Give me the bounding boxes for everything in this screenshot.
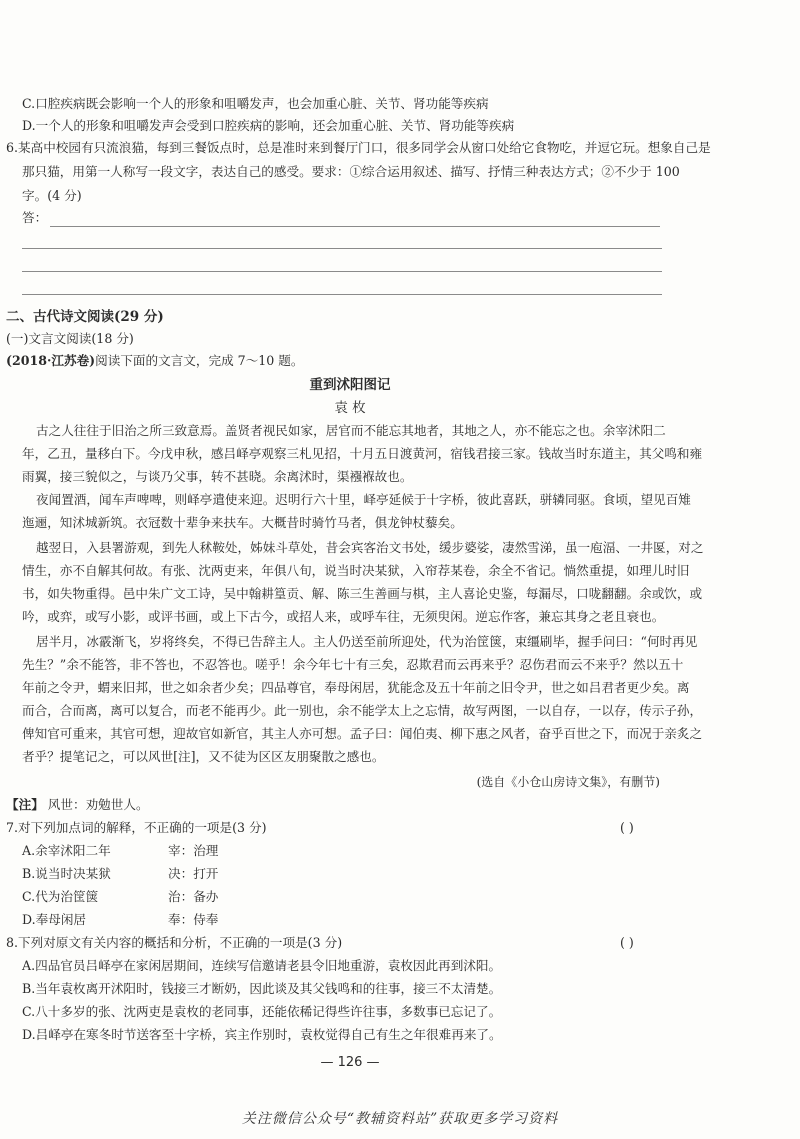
q7-gloss-b: 决：打开 [168, 866, 219, 881]
essay-p4-line: 者乎？提笔记之，可以风世[注]，又不徒为区区友朋聚散之感也。 [22, 749, 385, 764]
essay-p3-line: 吟，或弈，或写小影，或评书画，或上下古今，或招人来，或呼车往，无须臾闲。逆忘作客，兼忘其身之老且衰也。 [22, 609, 665, 624]
q7-stem: 7.对下列加点词的解释，不正确的一项是(3 分) [6, 820, 267, 835]
intro-source: (2018·江苏卷) [6, 353, 96, 368]
q7-gloss-a: 宰：治理 [168, 843, 219, 858]
essay-author: 袁 枚 [334, 400, 366, 416]
essay-source: (选自《小仓山房诗文集》，有删节) [476, 775, 660, 789]
q8-option-b: B.当年袁枚离开沭阳时，钱接三才断奶，因此谈及其父钱鸣和的往事，接三不太清楚。 [22, 981, 502, 996]
q7-option-a: A.余宰沭阳二年 [22, 843, 111, 858]
essay-p4-line: 年前之令尹，蝟来旧邦，世之如余者少矣；四品尊官，奉母闲居，犹能念及五十年前之旧令尹，世之如吕君者更少矣。离 [22, 680, 690, 695]
q7-option-d: D.奉母闲居 [22, 912, 87, 927]
essay-p2-line: 迤逦，知沭城新筑。衣冠数十辈争来扶车。大概昔时骑竹马者，俱龙钟杖藜矣。 [22, 515, 463, 530]
note [6, 797, 149, 813]
section-subheading: (一)文言文阅读(18 分) [6, 331, 134, 346]
q8-option-d: D.吕峄亭在寒冬时节送客至十字桥，宾主作别时，袁枚觉得自己有生之年很难再来了。 [22, 1027, 502, 1042]
q6-line-2: 那只猫，用第一人称写一段文字，表达自己的感受。要求：①综合运用叙述、描写、抒情三种表达方式；②不少于 100 [22, 164, 680, 179]
essay-p1-line: 雨翼，接三貌似之，与谈乃父事，转不甚晓。余离沭时，渠襁褓故也。 [22, 469, 413, 484]
answer-label: 答： [22, 210, 48, 225]
answer-line[interactable] [50, 226, 660, 227]
q8-option-a: A.四品官员吕峄亭在家闲居期间，连续写信邀请老县令旧地重游，袁枚因此再到沭阳。 [22, 958, 502, 973]
q7-gloss-c: 治：备办 [168, 889, 219, 904]
essay-p1-line: 年，乙丑，量移白下。今戊申秋，感吕峄亭观察三札见招，十月五日渡黄河，宿钱君接三家。钱故当时东道主，其父鸣和雍 [22, 446, 703, 461]
q7-gloss-d: 奉：侍奉 [168, 912, 219, 927]
section-heading: 二、古代诗文阅读(29 分) [6, 309, 164, 325]
page-number: — 126 — [320, 1055, 380, 1070]
essay-p4-line: 俾知官可重来，其官可想，迎故官如新官，其主人亦可想。孟子曰：闻伯夷、柳下惠之风者，奋乎百世之下，而况于亲炙之 [22, 726, 703, 741]
q7-answer-bracket[interactable]: ( ) [620, 820, 634, 835]
answer-line[interactable] [22, 294, 662, 295]
q8-stem: 8.下列对原文有关内容的概括和分析，不正确的一项是(3 分) [6, 935, 343, 950]
section-intro [6, 353, 304, 369]
q5-option-c: C.口腔疾病既会影响一个人的形象和咀嚼发声，也会加重心脏、关节、肾功能等疾病 [22, 96, 489, 111]
q6-line-1: 6.某高中校园有只流浪猫，每到三餐饭点时，总是准时来到餐厅门口，很多同学会从窗口处给它食物吃，并逗它玩。想象自己是 [6, 140, 711, 155]
essay-p1-line: 古之人往往于旧治之所三致意焉。盖贤者视民如家，居官而不能忘其地者，其地之人，亦不能忘之也。余宰沭阳二 [36, 423, 666, 438]
answer-line[interactable] [22, 271, 662, 272]
essay-p4-line: 而合，合而离，离可以复合，而老不能再少。此一别也，余不能学太上之忘情，故写两图，一以自存，一以存，传示子孙， [22, 703, 703, 718]
essay-p2-line: 夜闻置酒，闻车声啤啤，则峄亭遣使来迎。迟明行六十里，峄亭延候于十字桥，彼此喜跃，骈辚同驱。食顷，望见百雉 [36, 492, 691, 507]
essay-p3-line: 书，如失物重得。邑中朱广文工诗，吴中翰耕篁贡、解、陈三生善画与棋，主人喜论史鉴，每漏尽，口咙翻翻。余或饮，或 [22, 586, 703, 601]
answer-line[interactable] [22, 248, 662, 249]
essay-p3-line: 情生，亦不自解其何故。有张、沈两吏来，年俱八旬，说当时决某狱，入帘荐某卷，余全不省记。惝然重提，如理儿时旧 [22, 563, 690, 578]
note-label: 【注】 [6, 797, 44, 812]
essay-title: 重到沭阳图记 [309, 377, 391, 393]
footer-notice: 关注微信公众号“教辅资料站”获取更多学习资料 [241, 1111, 559, 1127]
intro-text: 阅读下面的文言文，完成 7～10 题。 [95, 353, 304, 368]
q7-option-c: C.代为治筐箧 [22, 889, 99, 904]
essay-p4-line: 先生？”余不能答，非不答也，不忍答也。嗟乎！余今年七十有三矣，忍欺君而云再来乎？忍伤君而云不来乎？然以五十 [22, 657, 684, 672]
note-text: 风世：劝勉世人。 [47, 797, 149, 812]
q5-option-d: D.一个人的形象和咀嚼发声会受到口腔疾病的影响，还会加重心脏、关节、肾功能等疾病 [22, 118, 515, 133]
essay-p3-line: 越翌日，入县署游观，到先人秫鞍处，姊妹斗草处，昔会宾客治文书处，缓步婆娑，凄然雪涕，虽一庖湢、一井匽，对之 [36, 540, 704, 555]
essay-p4-line: 居半月，冰霰渐飞，岁将终矣，不得已告辞主人。主人仍送至前所迎处，代为治筐箧，束缰刷毕，握手问曰：“何时再见 [36, 634, 698, 649]
q7-option-b: B.说当时决某狱 [22, 866, 111, 881]
q6-line-3: 字。(4 分) [22, 188, 82, 203]
q8-option-c: C.八十多岁的张、沈两吏是袁枚的老同事，还能依稀记得些许往事，多数事已忘记了。 [22, 1004, 502, 1019]
q8-answer-bracket[interactable]: ( ) [620, 935, 634, 950]
